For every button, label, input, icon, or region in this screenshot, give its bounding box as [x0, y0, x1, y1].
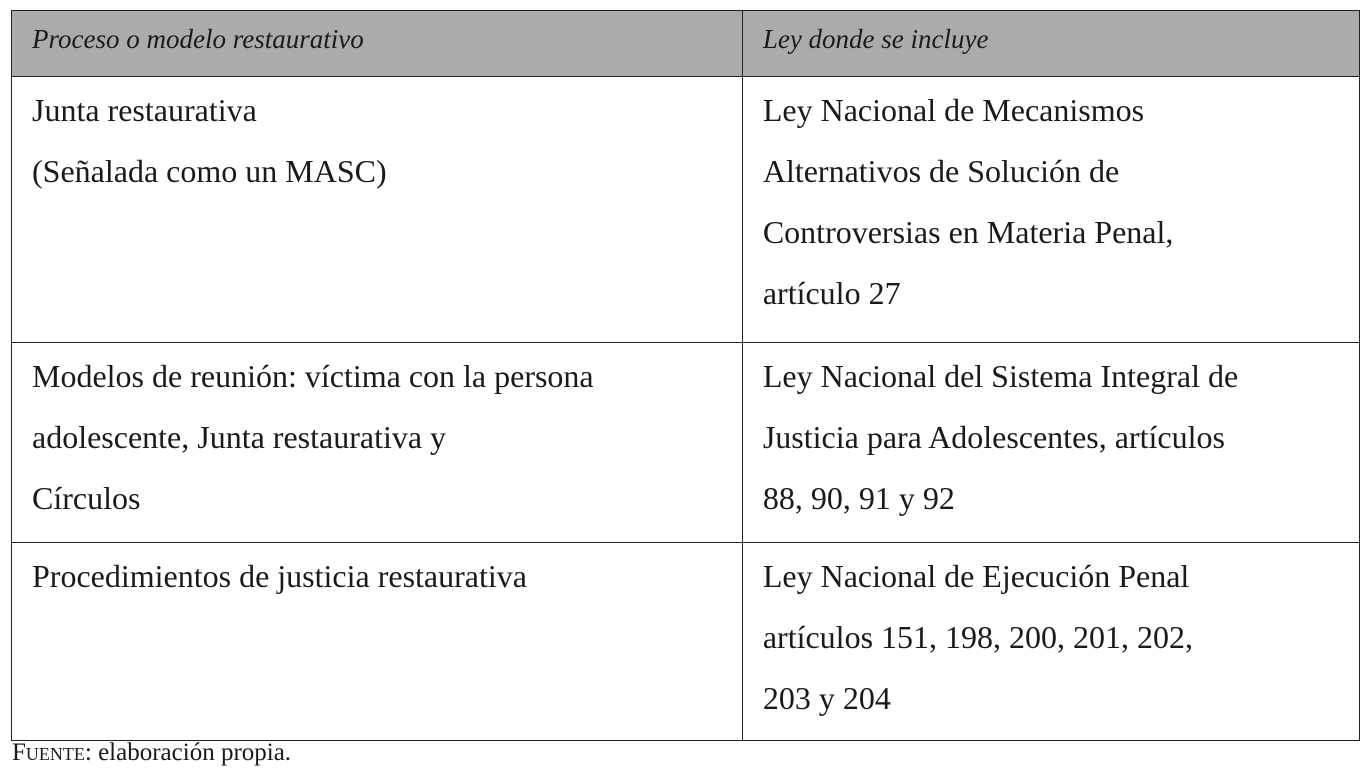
- header-law: Ley donde se incluye: [742, 11, 1359, 77]
- law-table: [11, 10, 1360, 741]
- process-line: adolescente, Junta restaurativa y: [32, 419, 447, 455]
- law-line: Ley Nacional de Mecanismos: [762, 92, 1145, 128]
- process-line: Círculos: [32, 480, 141, 516]
- process-line: Modelos de reunión: víctima con la persona: [32, 358, 594, 394]
- process-cell: [12, 77, 743, 343]
- law-cell: [742, 543, 1359, 741]
- law-line: Alternativos de Solución de: [762, 153, 1120, 189]
- source-text: : elaboración propia.: [84, 739, 292, 766]
- law-cell: [742, 343, 1359, 543]
- law-line: 203 y 204: [762, 680, 891, 716]
- process-line: Procedimientos de justicia restaurativa: [32, 558, 527, 594]
- process-line: Junta restaurativa: [32, 92, 257, 128]
- law-line: Justicia para Adolescentes, artículos: [762, 419, 1225, 455]
- law-line: Ley Nacional de Ejecución Penal: [762, 558, 1190, 594]
- header-process: Proceso o modelo restaurativo: [12, 11, 743, 77]
- law-line: artículo 27: [762, 275, 901, 311]
- table-header-row: [12, 11, 1360, 77]
- source-note: [12, 735, 291, 771]
- law-line: 88, 90, 91 y 92: [762, 480, 955, 516]
- law-line: Controversias en Materia Penal,: [762, 214, 1174, 250]
- law-line: Ley Nacional del Sistema Integral de: [762, 358, 1239, 394]
- source-label: Fuente: [12, 739, 85, 766]
- process-cell: [12, 343, 743, 543]
- law-cell: [742, 77, 1359, 343]
- table-row: [12, 543, 1360, 741]
- law-line: artículos 151, 198, 200, 201, 202,: [762, 619, 1194, 655]
- process-cell: [12, 543, 743, 741]
- process-line: (Señalada como un MASC): [32, 153, 387, 189]
- table-row: [12, 77, 1360, 343]
- table-row: [12, 343, 1360, 543]
